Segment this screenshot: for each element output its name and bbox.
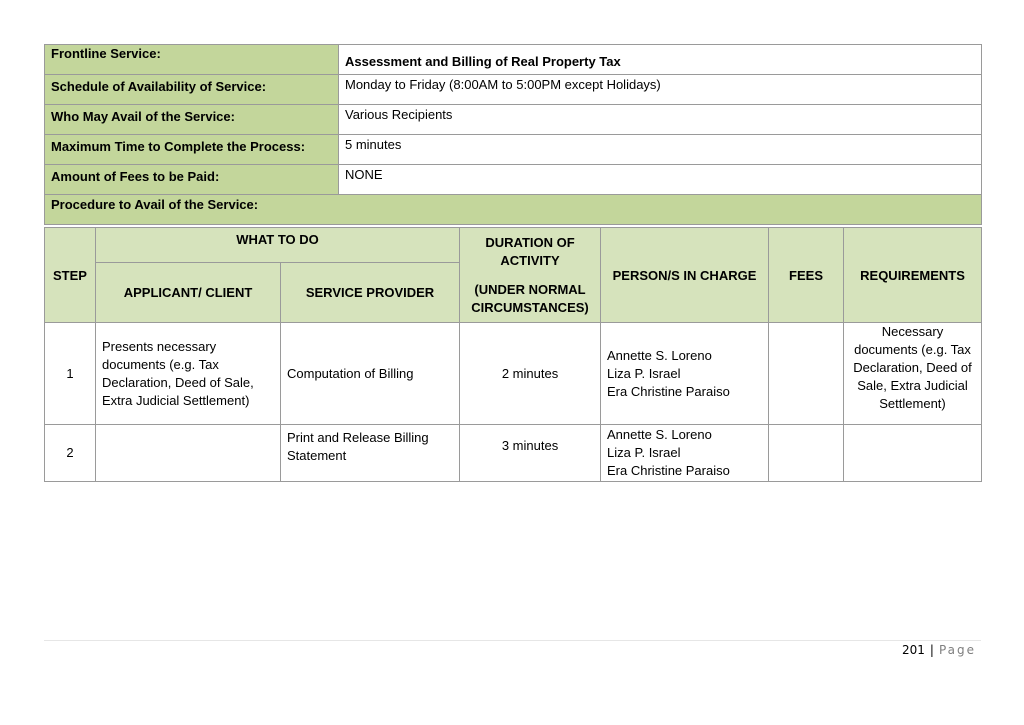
applicant-line: Extra Judicial Settlement): [102, 392, 250, 408]
provider-line: Computation of Billing: [287, 365, 414, 381]
applicant-line: documents (e.g. Tax: [102, 356, 219, 372]
who-value: Various Recipients: [339, 105, 982, 135]
requirements-line: Declaration, Deed of: [853, 360, 972, 375]
footer-divider: [44, 640, 981, 641]
table-row: [45, 323, 982, 425]
duration-header-line-2: ACTIVITY: [500, 252, 560, 268]
max-time-label: Maximum Time to Complete the Process:: [45, 135, 339, 165]
duration-header-line-1: DURATION OF: [485, 234, 575, 250]
fees-value: NONE: [339, 165, 982, 195]
applicant-line: Declaration, Deed of Sale,: [102, 374, 254, 390]
fees-row: [45, 165, 982, 195]
person-line: Annette S. Loreno: [607, 347, 712, 363]
requirements-line: Settlement): [879, 396, 946, 411]
frontline-label: Frontline Service:: [45, 45, 339, 75]
person-line: Liza P. Israel: [607, 365, 681, 381]
persons-cell: [601, 323, 769, 425]
frontline-row: [45, 45, 982, 75]
step-cell: 1: [45, 323, 96, 425]
what-to-do-header: WHAT TO DO: [96, 228, 460, 263]
frontline-value: Assessment and Billing of Real Property Tax: [339, 45, 982, 75]
max-time-value: 5 minutes: [339, 135, 982, 165]
step-cell: 2: [45, 425, 96, 482]
fees-cell: [769, 425, 844, 482]
who-row: [45, 105, 982, 135]
requirements-header: REQUIREMENTS: [844, 228, 982, 323]
procedure-table: [44, 227, 982, 482]
requirements-line: documents (e.g. Tax: [854, 342, 971, 357]
requirements-cell: [844, 425, 982, 482]
duration-header-line-4: CIRCUMSTANCES): [471, 299, 589, 315]
requirements-line: Sale, Extra Judicial: [857, 378, 968, 393]
step-header: STEP: [45, 228, 96, 323]
persons-cell: [601, 425, 769, 482]
fees-header: FEES: [769, 228, 844, 323]
persons-header: PERSON/S IN CHARGE: [601, 228, 769, 323]
provider-cell: [281, 425, 460, 482]
applicant-header: APPLICANT/ CLIENT: [96, 263, 281, 323]
duration-header-line-3: (UNDER NORMAL: [474, 281, 586, 297]
person-line: Era Christine Paraiso: [607, 383, 730, 399]
person-line: Era Christine Paraiso: [607, 463, 730, 478]
max-time-row: [45, 135, 982, 165]
fees-label: Amount of Fees to be Paid:: [45, 165, 339, 195]
page-footer: [902, 643, 976, 657]
person-line: Annette S. Loreno: [607, 427, 712, 442]
duration-cell: 2 minutes: [460, 323, 601, 425]
schedule-row: [45, 75, 982, 105]
schedule-value: Monday to Friday (8:00AM to 5:00PM except Holidays): [339, 75, 982, 105]
who-label: Who May Avail of the Service:: [45, 105, 339, 135]
provider-line: Statement: [287, 448, 347, 463]
applicant-cell: [96, 323, 281, 425]
fees-cell: [769, 323, 844, 425]
requirements-line: Necessary: [881, 324, 944, 339]
procedure-label: Procedure to Avail of the Service:: [45, 195, 982, 225]
duration-cell: 3 minutes: [460, 425, 601, 482]
requirements-cell: [844, 323, 982, 425]
duration-header: [460, 228, 601, 323]
provider-cell: [281, 323, 460, 425]
applicant-line: Presents necessary: [102, 338, 217, 354]
duration-header-gap: [460, 270, 600, 281]
provider-line: Print and Release Billing: [287, 430, 429, 445]
table-row: [45, 425, 982, 482]
provider-header: SERVICE PROVIDER: [281, 263, 460, 323]
procedure-row: [45, 195, 982, 225]
service-info-table: [44, 44, 982, 225]
page-word: Page: [938, 643, 976, 657]
footer-separator: |: [929, 643, 934, 657]
header-row-1: [45, 228, 982, 263]
applicant-cell: [96, 425, 281, 482]
person-line: Liza P. Israel: [607, 445, 681, 460]
schedule-label: Schedule of Availability of Service:: [45, 75, 339, 105]
page-number: 201: [901, 643, 925, 657]
